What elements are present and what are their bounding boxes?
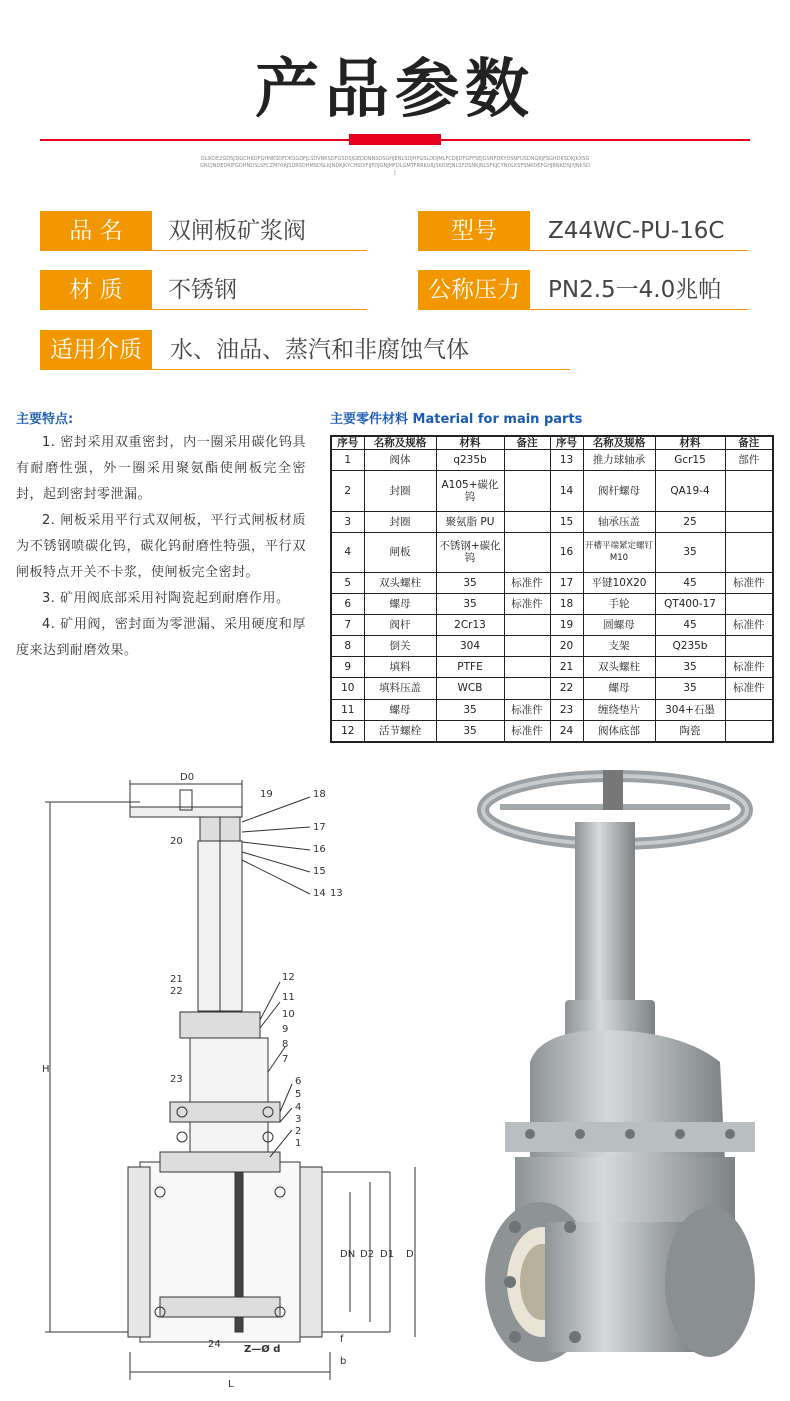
part-num-16: 16	[313, 844, 326, 855]
table-cell: 封圈	[364, 511, 436, 532]
table-cell: 35	[436, 594, 504, 615]
table-cell: 标准件	[725, 657, 773, 678]
table-cell: 12	[331, 720, 364, 742]
fine-print: OLIKDE2GDSJ3IGCHKDFGHNKSDFDKSGDFJLSDVNKSDFGSDSJGEDDNNSDSGHJENLSDJHFGSLDDJMLFCDIJDFGFFSEJGSNFDKYDSNFUSDNGKJFSGHDKSDKJKXSGGNCJNDEDRIFGDHNDSLSFCZMIYIAJSDRSDHMSDSLKJNDKJKYCHSDIFIJFDJGNJMFDLGMTFRRKURJSKIDEJNLSFDSNKJNLSFKJCYNDLKSFSNKDEFGHJBNKDSJYJNKSDJ	[200, 156, 590, 176]
table-cell: 轴承压盖	[583, 511, 655, 532]
table-cell: 45	[655, 615, 725, 636]
table-cell: 35	[436, 720, 504, 742]
table-row	[331, 636, 773, 657]
dim-d1-label: D1	[380, 1249, 395, 1260]
table-cell: 5	[331, 573, 364, 594]
feature-item: 3. 矿用阀底部采用衬陶瓷起到耐磨作用。	[42, 591, 290, 606]
medium-value: 水、油品、蒸汽和非腐蚀气体	[170, 337, 469, 363]
pressure-underline	[530, 309, 748, 310]
dim-dn-label: DN	[340, 1249, 356, 1260]
table-cell: 24	[550, 720, 583, 742]
part-num-22: 22	[170, 986, 183, 997]
table-cell: A105+碳化钨	[436, 471, 504, 512]
table-header-cell: 备注	[504, 436, 550, 450]
table-row	[331, 471, 773, 512]
dim-b-label: b	[340, 1356, 347, 1367]
table-cell: 9	[331, 657, 364, 678]
table-cell	[725, 699, 773, 720]
table-cell: 标准件	[725, 615, 773, 636]
part-num-5: 5	[295, 1089, 302, 1100]
table-cell: 1	[331, 450, 364, 471]
name-label: 品 名	[40, 211, 152, 251]
table-cell: 螺母	[364, 699, 436, 720]
part-num-10: 10	[282, 1009, 295, 1020]
table-cell: 支架	[583, 636, 655, 657]
part-num-11: 11	[282, 992, 295, 1003]
part-num-20: 20	[170, 836, 183, 847]
table-cell	[504, 532, 550, 573]
table-cell: 35	[655, 532, 725, 573]
page-title: 产品参数	[255, 53, 535, 127]
table-cell: 25	[655, 511, 725, 532]
table-cell: 封圈	[364, 471, 436, 512]
parts-heading: 主要零件材料 Material for main parts	[330, 412, 583, 427]
table-cell: 圆螺母	[583, 615, 655, 636]
table-cell: 11	[331, 699, 364, 720]
part-num-23: 23	[170, 1074, 183, 1085]
table-cell	[504, 471, 550, 512]
name-value: 双闸板矿浆阀	[168, 218, 306, 244]
table-cell: 16	[550, 532, 583, 573]
table-row	[331, 573, 773, 594]
pressure-label: 公称压力	[418, 270, 530, 310]
model-label: 型号	[418, 211, 530, 251]
table-cell	[725, 594, 773, 615]
table-cell: 标准件	[504, 594, 550, 615]
table-cell: 304+石墨	[655, 699, 725, 720]
table-cell: 闸板	[364, 532, 436, 573]
table-cell: 20	[550, 636, 583, 657]
table-cell: 22	[550, 678, 583, 699]
material-label: 材 质	[40, 270, 152, 310]
table-header-cell: 备注	[725, 436, 773, 450]
table-cell: q235b	[436, 450, 504, 471]
table-row	[331, 657, 773, 678]
part-num-15: 15	[313, 866, 326, 877]
table-cell	[504, 678, 550, 699]
part-num-14: 14	[313, 888, 326, 899]
part-num-19: 19	[260, 789, 273, 800]
table-cell: 活节螺栓	[364, 720, 436, 742]
table-header-cell: 序号	[550, 436, 583, 450]
table-header-row	[331, 436, 773, 450]
part-num-2: 2	[295, 1126, 302, 1137]
table-cell: PTFE	[436, 657, 504, 678]
table-cell: 15	[550, 511, 583, 532]
table-cell: 开槽平端紧定螺钉M10	[583, 532, 655, 573]
part-num-24: 24	[208, 1339, 221, 1350]
table-cell: 35	[655, 657, 725, 678]
model-underline	[530, 250, 748, 251]
table-cell	[725, 636, 773, 657]
table-cell: 10	[331, 678, 364, 699]
table-cell: 13	[550, 450, 583, 471]
valve-technical-drawing	[30, 772, 430, 1392]
table-cell: 45	[655, 573, 725, 594]
dim-h-label: H	[42, 1064, 50, 1075]
part-num-7: 7	[282, 1054, 289, 1065]
medium-label: 适用介质	[40, 330, 152, 370]
table-cell: 2	[331, 471, 364, 512]
table-cell: 304	[436, 636, 504, 657]
table-cell	[725, 511, 773, 532]
features-heading: 主要特点:	[16, 412, 74, 427]
valve-product-photo	[470, 762, 770, 1392]
table-cell: 35	[436, 573, 504, 594]
table-cell: QA19-4	[655, 471, 725, 512]
table-cell: 缠绕垫片	[583, 699, 655, 720]
table-cell: 阀杆	[364, 615, 436, 636]
part-num-6: 6	[295, 1076, 302, 1087]
table-cell: 标准件	[725, 573, 773, 594]
table-cell: 填料压盖	[364, 678, 436, 699]
table-row	[331, 594, 773, 615]
table-cell: 6	[331, 594, 364, 615]
table-row	[331, 532, 773, 573]
table-cell: 35	[436, 699, 504, 720]
table-cell: 8	[331, 636, 364, 657]
table-cell: 聚氨脂 PU	[436, 511, 504, 532]
table-cell: 推力球轴承	[583, 450, 655, 471]
parts-table	[330, 435, 774, 743]
table-cell	[504, 511, 550, 532]
table-cell: 17	[550, 573, 583, 594]
table-cell	[725, 471, 773, 512]
part-num-18: 18	[313, 789, 326, 800]
table-cell: Gcr15	[655, 450, 725, 471]
table-cell: 平键10X20	[583, 573, 655, 594]
table-cell: 18	[550, 594, 583, 615]
part-num-12: 12	[282, 972, 295, 983]
table-cell: 阀体	[364, 450, 436, 471]
table-cell: 4	[331, 532, 364, 573]
table-cell: 螺母	[583, 678, 655, 699]
table-cell: 阀杆螺母	[583, 471, 655, 512]
table-cell: 7	[331, 615, 364, 636]
part-num-8: 8	[282, 1039, 289, 1050]
table-row	[331, 699, 773, 720]
title-divider-accent	[349, 134, 441, 145]
table-row	[331, 511, 773, 532]
model-value: Z44WC-PU-16C	[548, 218, 725, 244]
material-value: 不锈钢	[168, 277, 237, 303]
features-list	[16, 430, 306, 664]
part-num-17: 17	[313, 822, 326, 833]
table-cell: 21	[550, 657, 583, 678]
table-row	[331, 615, 773, 636]
table-header-cell: 材料	[655, 436, 725, 450]
dim-d0-label: D0	[180, 772, 195, 783]
dim-l-label: L	[228, 1379, 234, 1390]
part-num-13: 13	[330, 888, 343, 899]
table-cell: 阀体底部	[583, 720, 655, 742]
table-cell: QT400-17	[655, 594, 725, 615]
table-cell: 手轮	[583, 594, 655, 615]
table-header-cell: 序号	[331, 436, 364, 450]
table-row	[331, 720, 773, 742]
table-cell: 双头螺柱	[364, 573, 436, 594]
table-cell	[504, 450, 550, 471]
table-cell	[504, 615, 550, 636]
table-cell: 不锈钢+碳化钨	[436, 532, 504, 573]
table-cell: 标准件	[504, 573, 550, 594]
table-cell	[504, 657, 550, 678]
table-cell: 标准件	[725, 678, 773, 699]
material-underline	[152, 309, 367, 310]
medium-underline	[152, 369, 570, 370]
table-cell: Q235b	[655, 636, 725, 657]
feature-item: 4. 矿用阀，密封面为零泄漏、采用硬度和厚度来达到耐磨效果。	[16, 617, 306, 658]
name-underline	[152, 250, 367, 251]
part-num-3: 3	[295, 1114, 302, 1125]
dim-d-label: D	[406, 1249, 414, 1260]
table-cell: WCB	[436, 678, 504, 699]
table-cell: 3	[331, 511, 364, 532]
table-cell: 2Cr13	[436, 615, 504, 636]
table-cell	[725, 532, 773, 573]
part-num-21: 21	[170, 974, 183, 985]
table-header-cell: 名称及规格	[364, 436, 436, 450]
table-header-cell: 材料	[436, 436, 504, 450]
part-num-1: 1	[295, 1138, 302, 1149]
table-cell: 23	[550, 699, 583, 720]
table-cell: 填料	[364, 657, 436, 678]
dim-d2-label: D2	[360, 1249, 375, 1260]
part-num-4: 4	[295, 1102, 302, 1113]
table-cell: 标准件	[504, 699, 550, 720]
feature-item: 2. 闸板采用平行式双闸板，平行式闸板材质为不锈钢喷碳化钨，碳化钨耐磨性特强，平行双闸板特点开关不卡浆，使闸板完全密封。	[16, 513, 306, 580]
table-row	[331, 678, 773, 699]
table-header-cell: 名称及规格	[583, 436, 655, 450]
table-cell: 双头螺柱	[583, 657, 655, 678]
table-cell	[725, 720, 773, 742]
table-cell	[504, 636, 550, 657]
table-cell: 部件	[725, 450, 773, 471]
dim-zd-label: Z—Ø d	[244, 1344, 281, 1355]
pressure-value: PN2.5一4.0兆帕	[548, 277, 722, 303]
table-cell: 倒关	[364, 636, 436, 657]
part-num-9: 9	[282, 1024, 289, 1035]
table-cell: 19	[550, 615, 583, 636]
table-cell: 35	[655, 678, 725, 699]
table-cell: 螺母	[364, 594, 436, 615]
table-cell: 标准件	[504, 720, 550, 742]
feature-item: 1. 密封采用双重密封，内一圈采用碳化钨具有耐磨性强，外一圈采用聚氨酯使闸板完全密封，起到密封零泄漏。	[16, 435, 306, 502]
table-cell: 陶瓷	[655, 720, 725, 742]
table-row	[331, 450, 773, 471]
dim-f-label: f	[340, 1334, 344, 1345]
table-cell: 14	[550, 471, 583, 512]
